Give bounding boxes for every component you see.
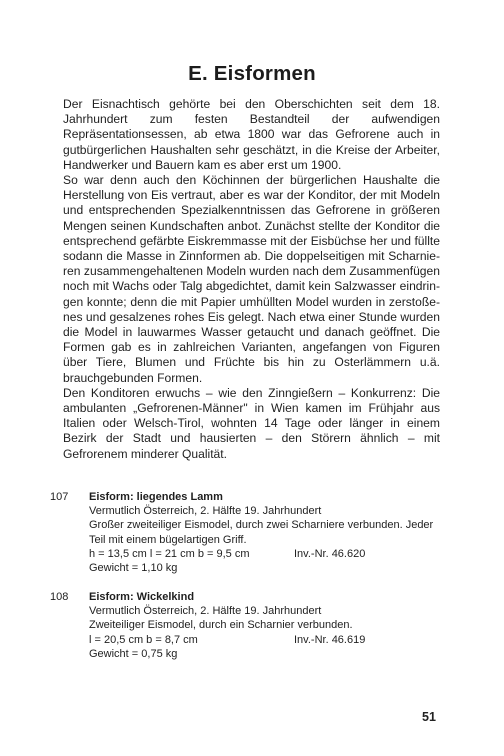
catalog-entry-body bbox=[89, 590, 450, 661]
catalog-weight: Gewicht = 1,10 kg bbox=[89, 562, 178, 575]
catalog-title: Eisform: Wickelkind bbox=[89, 591, 195, 603]
catalog-weight: Gewicht = 0,75 kg bbox=[89, 647, 178, 660]
section-heading: E. Eisformen bbox=[188, 62, 316, 85]
catalog-measure-row bbox=[89, 547, 450, 561]
catalog-inventory-number: Inv.-Nr. 46.619 bbox=[294, 633, 366, 646]
catalog-description: Zweiteiliger Eismodel, durch ein Scharnier verbunden. bbox=[89, 619, 353, 632]
catalog-entry bbox=[50, 490, 450, 575]
catalog-number: 108 bbox=[50, 591, 69, 603]
catalog-origin: Vermutlich Österreich, 2. Hälfte 19. Jahrhundert bbox=[89, 605, 322, 618]
paragraph: Den Konditoren erwuchs – wie den Zinngießern – Konkurrenz: Die ambulanten „Gefrorenen-Männer" in Wien kamen im Frühjahr aus Italien oder Welsch-Tirol, wohnten 14 Tage oder länger in einem Bezirk der Stadt und hausierten – den Störern ähnlich – mit Gefrorenem minderer Qualität. bbox=[63, 385, 440, 461]
catalog-origin: Vermutlich Österreich, 2. Hälfte 19. Jahrhundert bbox=[89, 505, 322, 518]
catalog-measurements: h = 13,5 cm l = 21 cm b = 9,5 cm bbox=[89, 547, 250, 560]
catalog-entry bbox=[50, 590, 450, 661]
catalog-measurements: l = 20,5 cm b = 8,7 cm bbox=[89, 633, 198, 646]
catalog-inventory-number: Inv.-Nr. 46.620 bbox=[294, 547, 366, 560]
paragraph: So war denn auch den Köchinnen der bürgerlichen Haushalte die Herstellung von Eis vertraut, aber es war der Konditor, der mit Modeln und entsprechenden Spezialkenntnissen das Gefrorene in größeren Mengen seinen Kundschaften anbot. Zunächst stellte der Konditor die entsprechend gefärbte Eiskremmasse mit der Eisbüchse her und füllte sodann die Masse in Zinnformen ab. Die doppelseitigen mit Scharnieren zusammengehaltenen Modeln wurden nach dem Zusammenfügen noch mit Wachs oder Talg abgedichtet, damit kein Salzwasser eindringen konnte; denn die mit Papier umhüllten Model wurden in zerstoßenes und gesalzenes rohes Eis gelegt. Nach etwa einer Stunde wurden die Model in lauwarmes Wasser getaucht und danach geöffnet. Die Formen gab es in zahlreichen Varianten, angefangen von Figuren über Tiere, Blumen und Früchte bis hin zu Osterlämmern u.ä. brauchgebunden Formen. bbox=[63, 173, 440, 385]
body-text bbox=[63, 97, 440, 462]
catalog-title: Eisform: liegendes Lamm bbox=[89, 491, 223, 503]
page-number: 51 bbox=[422, 710, 436, 724]
catalog-number: 107 bbox=[50, 491, 69, 503]
paragraph: Der Eisnachtisch gehörte bei den Oberschichten seit dem 18. Jahrhundert zum festen Bestandteil der aufwendigen Repräsentationsessen, ab etwa 1800 war das Gefrorene auch in gutbürgerlichen Haushalten sehr geschätzt, in die Kreise der Arbeiter, Handwerker und Bauern kam es aber erst um 1900. bbox=[63, 97, 440, 172]
catalog-measure-row bbox=[89, 633, 450, 647]
catalog-entry-body bbox=[89, 490, 450, 575]
catalog-description: Großer zweiteiliger Eismodel, durch zwei Scharniere verbunden. Jeder Teil mit einem bügelartigen Griff. bbox=[89, 519, 434, 546]
